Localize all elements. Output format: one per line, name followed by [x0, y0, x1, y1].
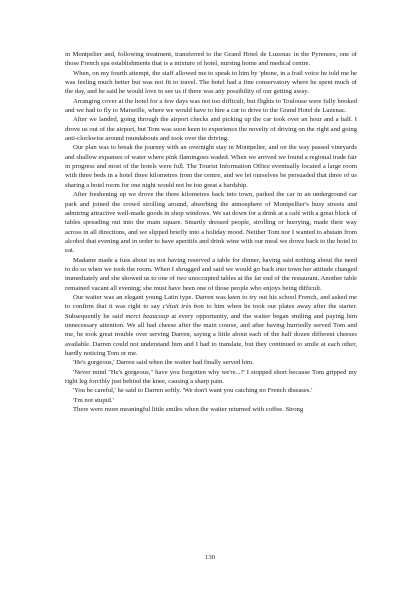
text-segment: at every opportunity, and the waiter began smiling and paying him unnecessary attention. We all had cheese after the main course, and after having hurriedly served Tom and me, he took great trouble over serving Darren, saying a little about each of the half dozen different cheeses available. Darren could not understand him and I had to translate, but they continued to smile at each other, hardly noticing Tom or me.	[65, 312, 357, 357]
text-segment: When, on my fourth attempt, the staff allowed me to speak to him by 'phone, in a frail voice he told me he was feeling much better but was not fit to travel. The hotel had a fine conservatory where he spent much of the day, and he said he would love to see us if there was any possibility of our getting away.	[65, 69, 357, 96]
text-segment: Arranging cover at the hotel for a few days was not too difficult, but flights to Toulouse were fully booked and we had to fly to Marseille, where we would have to hire a car to drive to the Grand Hotel de Luzenac.	[65, 97, 357, 115]
text-segment: 'Never mind "He's gorgeous," have you forgotten why we're...?' I stopped short because Tom gripped my right leg forcibly just behind the knee, causing a sharp pain.	[65, 368, 357, 386]
paragraph	[65, 256, 357, 293]
paragraph	[65, 368, 357, 387]
paragraph	[65, 293, 357, 358]
text-segment: Our waiter was an elegant young Latin type. Darren was keen to try out his school French, and asked me to confirm that it was right to say	[65, 293, 357, 311]
text-segment: After freshening up we drove the three kilometres back into town, parked the car in an underground car park and joined the crowd strolling around, absorbing the atmosphere of Montpellier's busy streets and admiring attractive well-made goods in shop windows. We sat down for a drink at a café with a great block of tables spreading out into the main square. Smartly dressed people, strolling or hurrying, made their way across in all directions, and we slipped briefly into a holiday mood. Neither Tom nor I wanted to abstain from alcohol that evening and in order to have aperitifs and drink wine with our meal we drove back to the hotel to eat.	[65, 191, 357, 255]
text-segment: 'He's gorgeous,' Darren said when the waiter had finally served him.	[73, 359, 254, 367]
paragraph	[65, 115, 357, 143]
text-segment: in Montpelier and, following treatment, transferred to the Grand Hotel de Luzenac in the Pyrenees, one of those French spa establishments that is a mixture of hotel, nursing home and medical centre.	[65, 51, 357, 68]
paragraph	[65, 405, 357, 414]
paragraph	[65, 69, 357, 97]
page-number: 130	[205, 554, 215, 561]
text-segment: 'You be careful,' he said to Darren softly. 'We don't want you catching no French diseases.'	[73, 387, 313, 395]
paragraph	[65, 97, 357, 116]
text-segment: Our plan was to break the journey with an overnight stay in Montpelier, and on the way passed vineyards and shallow expanses of water where pink flamingoes waded. When we arrived we found a regional trade fair in progress and most of the hotels were full. The Tourist Information Office eventually located a large room with three beds in a hotel three kilometres from the centre, and we let ourselves be persuaded that three of us sharing a hotel room for one night would not be too great a hardship.	[65, 144, 357, 189]
document-body	[65, 50, 357, 414]
paragraph	[65, 386, 357, 395]
text-segment: to him when he took our plates away after the starter. Subsequently he said	[65, 303, 357, 320]
italic-text: c'était très bon	[162, 303, 204, 311]
text-segment: There were more meaningful little smiles when the waiter returned with coffee. Strong	[73, 406, 304, 414]
paragraph	[65, 143, 357, 190]
text-segment: 'I'm not stupid.'	[73, 396, 114, 404]
text-segment: After we landed, going through the airport checks and picking up the car took over an hour and a half. I drove us out of the airport, but Tom was soon keen to experience the novelty of driving on the right and going anti-clockwise around roundabouts and took over the driving.	[65, 116, 357, 143]
paragraph	[65, 190, 357, 255]
paragraph	[65, 358, 357, 367]
text-segment: Madame made a fuss about us not having reserved a table for dinner, having said nothing about the need to do so when we took the room. When I shrugged and said we would go back into town her attitude changed immediately and she showed us to one of two unoccupied tables at the far end of the restaurant. Another table remained vacant all evening; she must have been one of those people who enjoys being difficult.	[65, 256, 357, 292]
paragraph	[65, 50, 357, 69]
paragraph	[65, 396, 357, 405]
italic-text: merci beaucoup	[125, 312, 169, 320]
